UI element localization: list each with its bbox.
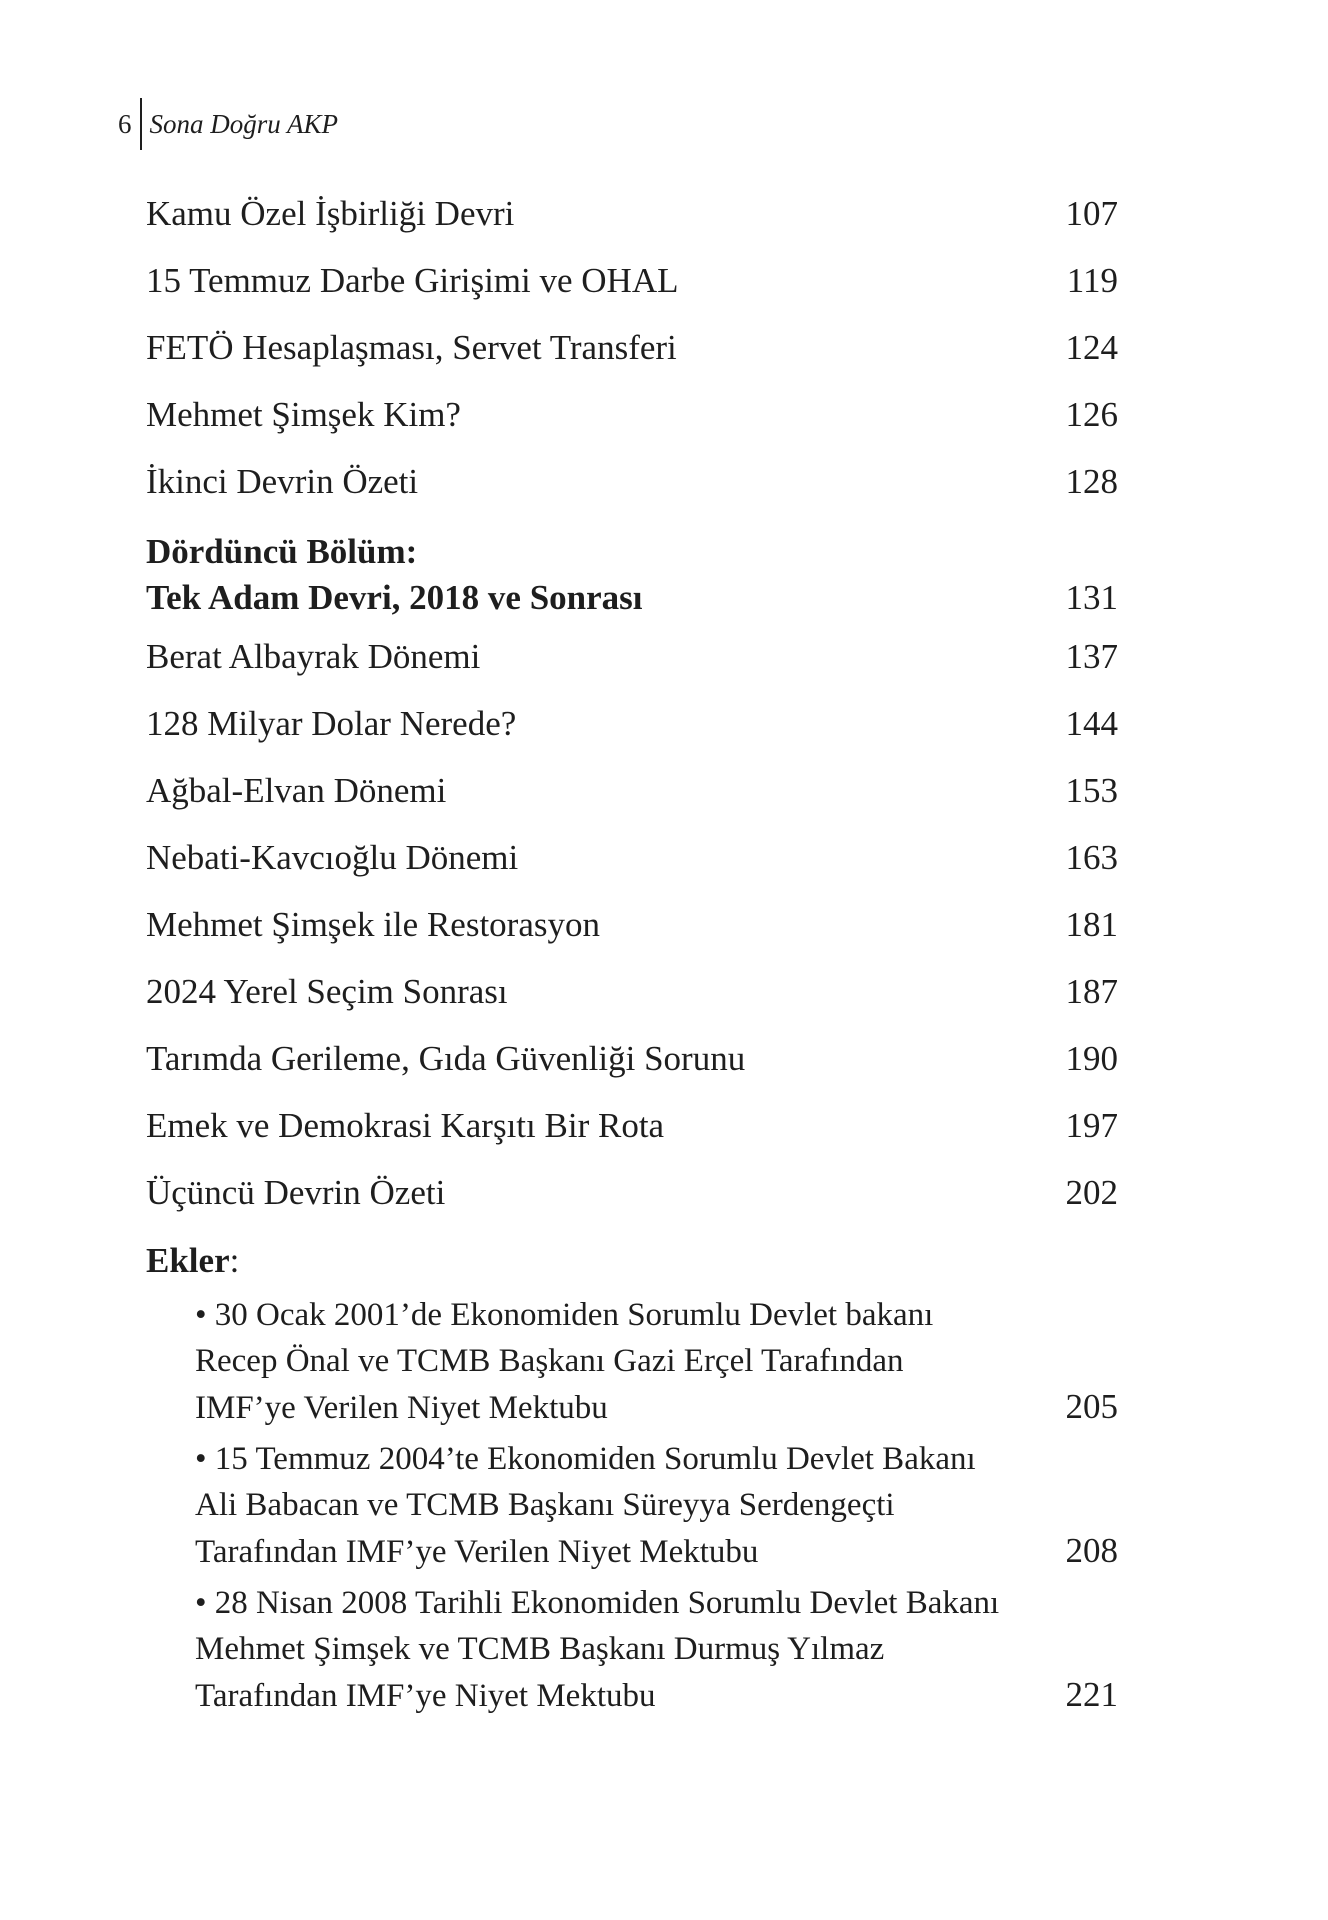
annex-line <box>195 1672 1118 1718</box>
section-heading <box>146 529 1118 621</box>
toc-entry <box>146 381 1118 448</box>
toc-entry <box>146 1025 1118 1092</box>
annex-item <box>195 1436 1118 1574</box>
annex-item <box>195 1580 1118 1718</box>
toc-entry-title: Mehmet Şimşek ile Restorasyon <box>146 905 600 944</box>
running-header <box>118 98 338 150</box>
annex-line-text: IMF’ye Verilen Niyet Mektubu <box>195 1390 608 1426</box>
toc-entry-title: Üçüncü Devrin Özeti <box>146 1173 446 1212</box>
toc-entry-page: 119 <box>1066 261 1118 300</box>
toc-entry-title: 128 Milyar Dolar Nerede? <box>146 704 517 743</box>
section-page: 131 <box>1065 578 1118 617</box>
toc-entry-title: Berat Albayrak Dönemi <box>146 637 481 676</box>
annex-line <box>195 1292 1118 1338</box>
page-number: 6 <box>118 108 132 139</box>
annex-heading <box>146 1236 1118 1286</box>
toc-entry <box>146 757 1118 824</box>
annex-page: 205 <box>1065 1387 1118 1426</box>
toc-entry-page: 137 <box>1065 637 1118 676</box>
toc-entry-page: 163 <box>1065 838 1118 877</box>
table-of-contents <box>146 180 1118 1722</box>
toc-entry-page: 128 <box>1065 462 1118 501</box>
toc-entry-page: 190 <box>1065 1039 1118 1078</box>
annex-line <box>195 1338 1118 1384</box>
toc-entry <box>146 180 1118 247</box>
annex-line-text: • 28 Nisan 2008 Tarihli Ekonomiden Sorumlu Devlet Bakanı <box>195 1585 1000 1621</box>
toc-entry-page: 197 <box>1065 1106 1118 1145</box>
annex-page: 221 <box>1065 1675 1118 1714</box>
toc-entry-title: FETÖ Hesaplaşması, Servet Transferi <box>146 328 677 367</box>
annex-line-text: Recep Önal ve TCMB Başkanı Gazi Erçel Tarafından <box>195 1343 904 1379</box>
toc-entry-page: 181 <box>1065 905 1118 944</box>
annex-line-text: Tarafından IMF’ye Niyet Mektubu <box>195 1678 656 1714</box>
annex-line-text: Mehmet Şimşek ve TCMB Başkanı Durmuş Yılmaz <box>195 1631 885 1667</box>
header-divider <box>140 98 142 150</box>
annex-line <box>195 1436 1118 1482</box>
annex-line <box>195 1626 1118 1672</box>
toc-entry-title: Kamu Özel İşbirliği Devri <box>146 194 515 233</box>
annex-line-text: • 15 Temmuz 2004’te Ekonomiden Sorumlu Devlet Bakanı <box>195 1441 976 1477</box>
toc-entry-title: Nebati-Kavcıoğlu Dönemi <box>146 838 519 877</box>
running-title: Sona Doğru AKP <box>149 108 339 139</box>
toc-entry <box>146 690 1118 757</box>
toc-entry <box>146 958 1118 1025</box>
toc-entry-page: 153 <box>1065 771 1118 810</box>
toc-entry-page: 126 <box>1065 395 1118 434</box>
toc-entry <box>146 1092 1118 1159</box>
toc-entry-title: 15 Temmuz Darbe Girişimi ve OHAL <box>146 261 679 300</box>
section-title-row <box>146 575 1118 621</box>
toc-entry <box>146 448 1118 515</box>
toc-entry-title: Emek ve Demokrasi Karşıtı Bir Rota <box>146 1106 665 1145</box>
annex-line <box>195 1482 1118 1528</box>
annex-line <box>195 1384 1118 1430</box>
toc-entry-page: 124 <box>1065 328 1118 367</box>
toc-entry <box>146 623 1118 690</box>
annex-heading-label: Ekler <box>146 1241 230 1280</box>
annex-heading-colon: : <box>229 1241 240 1280</box>
annex-line-text: Tarafından IMF’ye Verilen Niyet Mektubu <box>195 1534 759 1570</box>
toc-entry-page: 187 <box>1065 972 1118 1011</box>
toc-entry <box>146 314 1118 381</box>
toc-entry-page: 202 <box>1065 1173 1118 1212</box>
toc-entry <box>146 247 1118 314</box>
toc-entry-title: Mehmet Şimşek Kim? <box>146 395 461 434</box>
annex-item <box>195 1292 1118 1430</box>
annex-line-text: • 30 Ocak 2001’de Ekonomiden Sorumlu Devlet bakanı <box>195 1297 934 1333</box>
toc-entry <box>146 824 1118 891</box>
toc-entry-page: 107 <box>1065 194 1118 233</box>
toc-entry-title: Ağbal-Elvan Dönemi <box>146 771 447 810</box>
section-label: Dördüncü Bölüm: <box>146 532 418 571</box>
section-title: Tek Adam Devri, 2018 ve Sonrası <box>146 578 643 617</box>
toc-entry-page: 144 <box>1065 704 1118 743</box>
annex-line-text: Ali Babacan ve TCMB Başkanı Süreyya Serdengeçti <box>195 1487 895 1523</box>
annex-line <box>195 1528 1118 1574</box>
toc-entry-title: Tarımda Gerileme, Gıda Güvenliği Sorunu <box>146 1039 746 1078</box>
toc-entry-title: İkinci Devrin Özeti <box>146 462 419 501</box>
toc-entry-title: 2024 Yerel Seçim Sonrası <box>146 972 508 1011</box>
toc-entry <box>146 891 1118 958</box>
annex-page: 208 <box>1065 1531 1118 1570</box>
toc-entry <box>146 1159 1118 1226</box>
annex-line <box>195 1580 1118 1626</box>
